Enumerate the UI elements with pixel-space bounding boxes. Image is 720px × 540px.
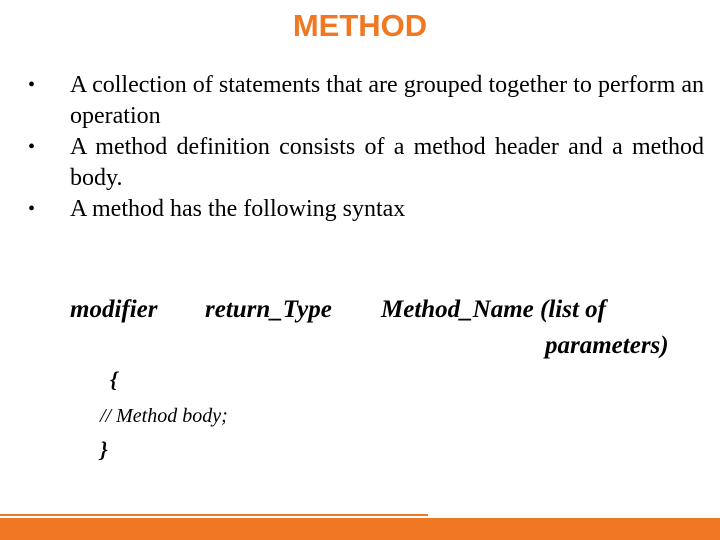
code-comment: // Method body; <box>100 405 228 427</box>
syntax-parameters: parameters) <box>545 332 669 359</box>
bullet-text: A method definition consists of a method header and a method body. <box>70 134 704 191</box>
syntax-method-name: Method_Name (list of <box>381 296 606 323</box>
bullet-text: A collection of statements that are grouped together to perform an operation <box>70 72 704 129</box>
bullet-dot: • <box>28 198 36 220</box>
code-close-brace: } <box>100 437 108 462</box>
footer-accent-line <box>0 514 428 516</box>
bullet-dot: • <box>28 74 36 96</box>
bullet-item <box>28 70 708 132</box>
slide-title: METHOD <box>292 8 428 43</box>
bullet-dot: • <box>28 136 36 158</box>
bullet-item <box>28 132 708 194</box>
bullet-text: A method has the following syntax <box>70 196 406 222</box>
syntax-modifier: modifier <box>70 296 158 323</box>
code-open-brace: { <box>110 367 118 392</box>
bullet-list <box>28 70 708 225</box>
syntax-return-type: return_Type <box>205 296 332 323</box>
bullet-item <box>28 194 708 225</box>
footer-accent-bar <box>0 518 720 540</box>
